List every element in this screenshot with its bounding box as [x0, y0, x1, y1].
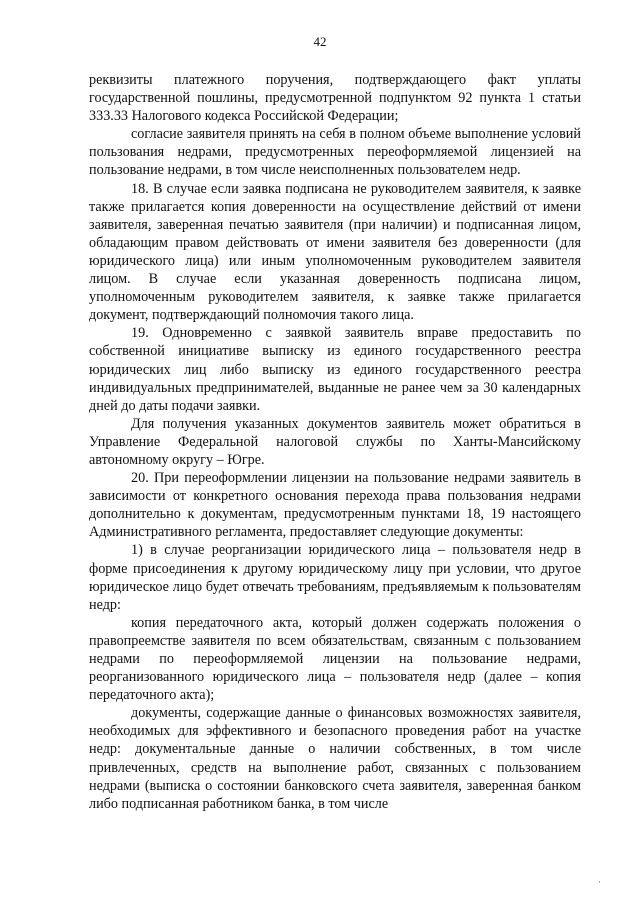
document-body	[89, 71, 581, 813]
paragraph-item-18: 18. В случае если заявка подписана не руководителем заявителя, к заявке также прилагается копия доверенности на осуществление действий от имени заявителя, заверенная печатью заявителя (при наличии) и подписанная лицом, обладающим правом действовать от имени заявителя без доверенности (для юридического лица) или иным уполномоченным руководителем заявителя лицом. В случае если указанная доверенность подписана лицом, уполномоченным руководителем заявителя, к заявке также прилагается документ, подтверждающий полномочия такого лица.	[89, 180, 581, 324]
paragraph-item-19: 19. Одновременно с заявкой заявитель вправе предоставить по собственной инициативе выписку из единого государственного реестра юридических лиц либо выписку из единого государственного реестра индивидуальных предпринимателей, выданные не ранее чем за 30 календарных дней до даты подачи заявки.	[89, 325, 581, 414]
paragraph-payment-details: реквизиты платежного поручения, подтверждающего факт уплаты государственной пошлины, предусмотренной подпунктом 92 пункта 1 статьи 333.33 Налогового кодекса Российской Федерации;	[89, 72, 581, 125]
paragraph-tax-service: Для получения указанных документов заявитель может обратиться в Управление Федеральной налоговой службы по Ханты-Мансийскому автономному округу – Югре.	[89, 415, 581, 468]
paragraph-reorganization: 1) в случае реорганизации юридического лица – пользователя недр в форме присоединения к другому юридическому лицу при условии, что другое юридическое лицо будет отвечать требованиям, предъявляемым к пользователям недр:	[89, 542, 581, 613]
page-number: 42	[313, 34, 327, 49]
scan-artifact-mark: ·	[598, 878, 601, 888]
paragraph-consent: согласие заявителя принять на себя в полном объеме выполнение условий пользования недрами, предусмотренных переоформляемой лицензией на пользование недрами, в том числе неисполненных пользователем недр.	[89, 126, 581, 179]
paragraph-transfer-act: копия передаточного акта, который должен содержать положения о правопреемстве заявителя по всем обязательствам, связанным с пользованием недрами по переоформляемой лицензии на пользование недрами, реорганизованного юридического лица – пользователя недр (далее – копия передаточного акта);	[89, 614, 581, 704]
paragraph-item-20: 20. При переоформлении лицензии на пользование недрами заявитель в зависимости от конкретного основания перехода права пользования недрами дополнительно к документам, предусмотренным пунктами 18, 19 настоящего Административного регламента, предоставляет следующие документы:	[89, 470, 581, 541]
paragraph-financial-documents: документы, содержащие данные о финансовых возможностях заявителя, необходимых для эффективного и безопасного проведения работ на участке недр: документальные данные о наличии собственных, в том числе привлеченных, средств на выполнение работ, связанных с пользованием недрами (выписка о состоянии банковского счета заявителя, заверенная банком либо подписанная работником банка, в том числе	[89, 705, 581, 812]
